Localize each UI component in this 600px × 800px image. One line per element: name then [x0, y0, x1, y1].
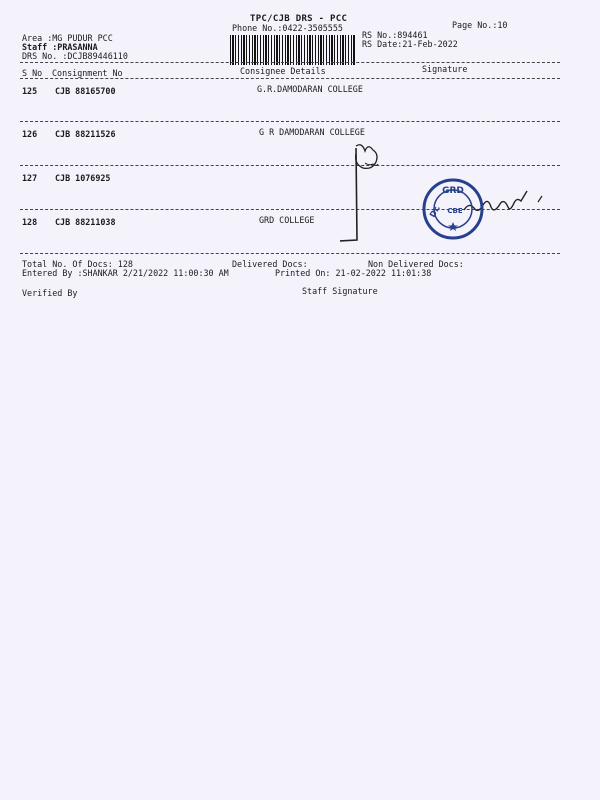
- stamp-text-top: GRD: [442, 186, 464, 196]
- row-consignee: GRD COLLEGE: [259, 215, 315, 225]
- non-delivered-docs: Non Delivered Docs:: [368, 259, 464, 269]
- page-number: Page No.:10: [452, 20, 508, 30]
- staff-name: Staff :PRASANNA: [22, 42, 98, 52]
- row-consignment: CJB 1076925: [55, 173, 111, 183]
- divider: [20, 62, 560, 63]
- row-divider: [20, 253, 560, 254]
- rs-date: RS Date:21-Feb-2022: [362, 39, 458, 49]
- printed-on: Printed On: 21-02-2022 11:01:38: [275, 268, 432, 278]
- divider: [20, 78, 560, 79]
- column-consignment: Consignment No: [52, 68, 123, 78]
- row-sno: 127: [22, 173, 38, 183]
- staff-signature: Staff Signature: [302, 286, 378, 296]
- barcode: [230, 35, 355, 65]
- phone-number: Phone No.:0422-3505555: [232, 23, 343, 33]
- row-sno: 128: [22, 217, 38, 227]
- delivered-docs: Delivered Docs:: [232, 259, 308, 269]
- row-sno: 126: [22, 129, 38, 139]
- stamp-text-left: Dr.: [427, 203, 442, 219]
- column-signature: Signature: [422, 64, 468, 74]
- drs-number: DRS No. :DCJB89446110: [22, 51, 128, 61]
- column-consignee: Consignee Details: [240, 66, 326, 76]
- stamp-text-center: CBE: [447, 207, 463, 215]
- verified-by: Verified By: [22, 288, 78, 298]
- row-consignment: CJB 88211038: [55, 217, 116, 227]
- document-title: TPC/CJB DRS - PCC: [250, 14, 348, 24]
- row-consignee: G.R.DAMODARAN COLLEGE: [257, 84, 363, 94]
- area-label: Area :MG PUDUR PCC: [22, 33, 113, 43]
- row-consignment: CJB 88165700: [55, 86, 116, 96]
- rs-number: RS No.:894461: [362, 30, 428, 40]
- row-consignee: G R DAMODARAN COLLEGE: [259, 127, 365, 137]
- college-stamp: [422, 178, 484, 240]
- total-docs: Total No. Of Docs: 128: [22, 259, 133, 269]
- row-consignment: CJB 88211526: [55, 129, 116, 139]
- row-sno: 125: [22, 86, 38, 96]
- entered-by: Entered By :SHANKAR 2/21/2022 11:00:30 AM: [22, 268, 229, 278]
- column-sno: S No: [22, 68, 43, 78]
